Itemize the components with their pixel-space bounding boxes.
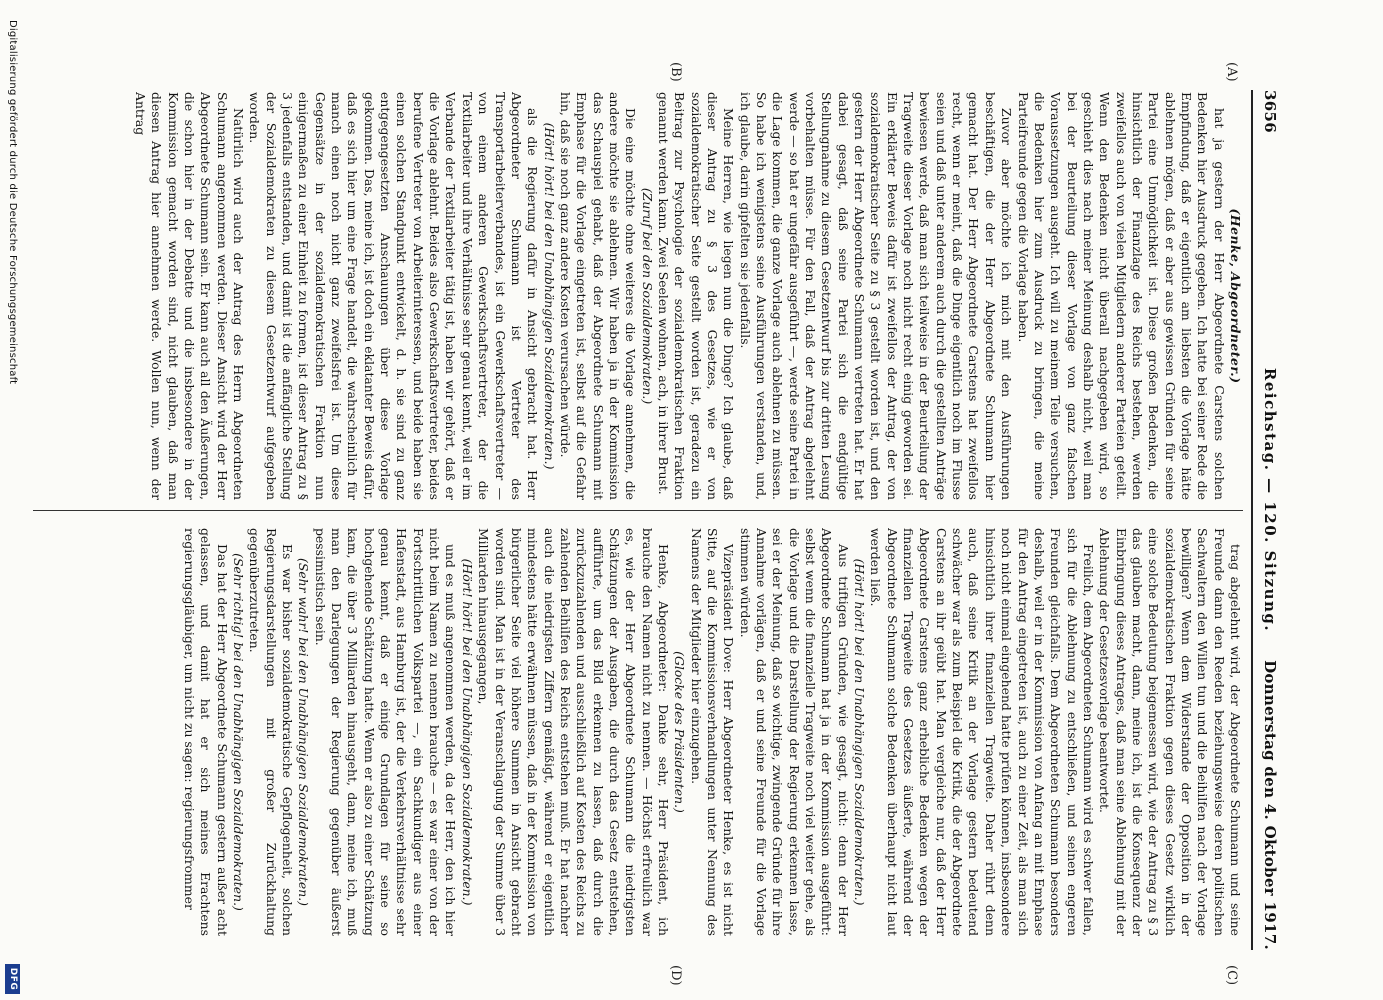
paragraph: hat ja gestern der Herr Abgeordnete Carstens solchen Bedenken hier Ausdruck gegeben. Ich hatte bei seiner Rede die Empfindung, daß er eigentlich am liebsten die Vorlage hätte ablehnen mögen, daß er aber aus gewissen Gründen für seine Partei eine Unmöglichkeit ist. Diese großen Bedenken, die hinsichtlich der Finanzlage des Reichs bestehen, werden zweifellos auch von vielen Mitgliedern anderer Parteien geteilt. Wenn den Bedenken nicht überall nachgegeben wird, so geschieht dies nach meiner Meinung deshalb nicht, weil man bei der Beurteilung dieser Vorlage von ganz falschen Voraussetzungen ausgeht. Ich will zu meinem Teile versuchen, die Bedenken hier zum Ausdruck zu bringen, die meine Parteifreunde gegen die Vorlage haben. bbox=[1015, 92, 1227, 500]
margin-marker-d: (D) bbox=[668, 965, 683, 986]
paragraph: Das hat der Herr Abgeordnete Schumann gestern außer acht gelassen, und damit hat er sich meines Erachtens regierungsgläubiger, um nicht zu sagen: regierungsfrommer bbox=[182, 528, 230, 936]
session-date: Donnerstag den 4. Oktober 1917. bbox=[1261, 660, 1279, 950]
paragraph: als die Regierung dafür in Ansicht gebracht hat. Herr Abgeordneter Schumann ist Vertreter des Transportarbeiterverbandes, ist ein Gewerkschaftsvertreter — von einem anderen Gewerkschaftsvertreter, der die Textilarbeiter und ihre Verhältnisse sehr genau kennt, weil er im Verbande der Textilarbeiter tätig ist, haben wir gehört, daß er die Vorlage ablehnt. Beides also Gewerkschaftsvertreter, beides berufene Vertreter von Arbeiterinteressen, und beide haben sie einen solchen Standpunkt entwickelt, d. h. sie sind zu ganz entgegengesetzten Anschauungen über diese Vorlage gekommen. Das, meine ich, ist doch ein eklatanter Beweis dafür, daß es sich hier um eine Frage handelt, die wahrscheinlich für manch einen noch nicht ganz zweifelsfrei ist. Um diese Gegensätze in der sozialdemokratischen Fraktion nun einigermaßen zu einer Einheit zu formen, ist dieser Antrag zu § 3 jedenfalls entstanden, und damit ist die anfängliche Stellung der Sozialdemokraten zu diesem Gesetzentwurf aufgegeben worden. bbox=[247, 92, 541, 500]
interjection: (Sehr richtig! bei den Unabhängigen Sozialdemokraten.) bbox=[231, 553, 247, 911]
session-title: Reichstag. — 120. Sitzung. bbox=[1261, 367, 1279, 633]
interjection: (Sehr wahr! bei den Unabhängigen Sozialdemokraten.) bbox=[296, 558, 312, 906]
paragraph: Meine Herren, wie liegen nun die Dinge? Ich glaube, daß dieser Antrag zu § 3 des Gesetzes, wie er von sozialdemokratischer Seite gestellt worden ist, geradezu ein Beitrag zur Psychologie der sozialdemokratischen Fraktion genannt werden kann. Zwei Seelen wohnen, ach, in ihrer Brust. bbox=[655, 92, 737, 500]
paragraph: trag abgelehnt wird, der Abgeordnete Schumann und seine Freunde dann den Reeden beziehungsweise deren politischen Sachwaltern den Willen tun und die Beihilfen nach der Vorlage bewilligen? Wenn dem Widerstande der Opposition in der sozialdemokratischen Fraktion gegen dieses Gesetz wirklich eine solche Bedeutung beigemessen wird, wie der Antrag zu § 3 das glauben macht, dann, meine ich, ist die Konsequenz der Einbringung dieses Antrages, daß man seine Ablehnung mit der Ablehnung der Gesetzesvorlage beantwortet. bbox=[1097, 528, 1243, 936]
header-rule bbox=[1251, 90, 1253, 950]
paragraph: Die eine möchte ohne weiteres die Vorlage annehmen, die andere möchte sie ablehnen. Wir haben ja in der Kommission das Schauspiel gehabt, daß der Abgeordnete Schumann mit Emphase für die Vorlage eingetreten ist, selbst auf die Gefahr hin, daß sie noch ganz andere Kosten verursachen würde. bbox=[557, 92, 639, 500]
interjection: (Zuruf bei den Sozialdemokraten.) bbox=[639, 187, 655, 405]
right-column bbox=[33, 528, 1243, 936]
margin-marker-c: (C) bbox=[1224, 965, 1239, 986]
paragraph: Vizepräsident Dove: Herr Abgeordneter Henke, es ist nicht Sitte, auf die Kommissionsverhandlungen unter Nennung des Namens der Mitglieder hier einzugehen. bbox=[688, 528, 737, 936]
paragraph: Aus triftigen Gründen, wie gesagt, nicht: denn der Herr Abgeordnete Schumann hat ja in der Kommission ausgeführt: selbst wenn die finanzielle Tragweite noch viel weiter gehe, als die Vorlage und die Darstellung der Regierung erkennen lasse, sei er der Meinung, daß so wichtige, zwingende Gründe für ihre Annahme vorlägen, daß er und seine Freunde für die Vorlage stimmen würden. bbox=[737, 528, 851, 936]
paragraph: Henke, Abgeordneter: Danke sehr, Herr Präsident, ich brauche den Namen nicht zu nennen. — Höchst erfreulich war es, wie der Herr Abgeordnete Schumann die niedrigsten Schätzungen der Ausgaben, die durch das Gesetz entstehen, aufführte, um das Bild erkennen zu lassen, daß durch die zurückzuzahlenden und ausschließlich auf Kosten des Reichs zu zahlenden Beihilfen des Reichs entstehen muß. Er hat nachher auch die niedrigsten Ziffern gemäßigt, während er eigentlich mindestens hätte erwähnen müssen, daß in der Kommission von bürgerlicher Seite viel höhere Summen in Ansicht gebracht worden sind. Man ist in der Veranschlagung der Summe über 3 Milliarden hinausgegangen, bbox=[476, 528, 671, 936]
paragraph: und es muß angenommen werden, da der Herr, den ich hier nicht beim Namen zu nennen brauche — es war einer von der Fortschrittlichen Volkspartei —, ein Sachkundiger aus einer Hafenstadt, aus Hamburg ist, der die Verkehrsverhältnisse sehr genau kennt, daß er einige Grundlagen für seine so hochgehende Schätzung hatte. Wenn er also zu einer Schätzung kam, die über 3 Milliarden hinausgeht, dann, meine ich, muß man den Darlegungen der Regierung gegenüber äußerst pessimistisch sein. bbox=[312, 528, 459, 936]
dfg-logo: DFG bbox=[5, 964, 20, 994]
interjection: (Hört! hört! bei den Unabhängigen Sozialdemokraten.) bbox=[459, 558, 475, 906]
column-divider bbox=[33, 510, 1243, 511]
paragraph: Natürlich wird auch der Antrag des Herrn Abgeordneten Schumann angenommen werden. Dieser Ansicht wird der Herr Abgeordnete Schumann sein. Er kann auch all den Äußerungen, die schon hier in der Debatte und die insbesondere in der Kommission gemacht worden sind, nicht glauben, daß man diesen Antrag hier annehmen werde. Wollen nun, wenn der Antrag bbox=[132, 92, 247, 500]
paragraph: Zuvor aber möchte ich mich mit den Ausführungen beschäftigen, die der Herr Abgeordnete Schumann hier gemacht hat. Der Herr Abgeordnete Carstens hat zweifellos recht, wenn er meint, daß die Dinge eigentlich noch im Flusse seien und daß unter anderem auch durch die gestellten Anträge bewiesen werde, daß man sich teilweise in der Beurteilung der Tragweite dieser Vorlage noch nicht recht einig geworden sei. Ein erklärter Beweis dafür ist zweifellos der Antrag, der von sozialdemokratischer Seite zu § 3 gestellt worden ist, und den gestern der Herr Abgeordnete Schumann vertreten hat. Er hat dabei gesagt, daß seine Partei sich die endgültige Stellungnahme zu diesem Gesetzentwurf bis zur dritten Lesung vorbehalten müsse. Für den Fall, daß der Antrag abgelehnt werde — so hat er ungefähr ausgeführt —, werde seine Partei in die Lage kommen, die ganze Vorlage auch ablehnen zu müssen. So habe ich wenigstens seine Ausführungen verstanden, und, ich glaube, darin gipfelten sie jedenfalls. bbox=[737, 92, 1015, 500]
page-header bbox=[1251, 90, 1285, 950]
digitization-credit-strip bbox=[3, 0, 21, 1000]
page-number: 3656 bbox=[1261, 90, 1279, 133]
margin-marker-b: (B) bbox=[668, 62, 683, 82]
digitization-credit: Digitalisierung gefördert durch die Deutsche Forschungsgemeinschaft bbox=[7, 20, 18, 385]
paragraph: Es war bisher sozialdemokratische Gepflogenheit, solchen Regierungsdarstellungen mit großer Zurückhaltung gegenüberzutreten. bbox=[247, 528, 296, 936]
margin-marker-a: (A) bbox=[1224, 62, 1239, 82]
interjection: (Hört! hört! bei den Unabhängigen Sozialdemokraten.) bbox=[852, 558, 868, 906]
interjection: (Glocke des Präsidenten.) bbox=[672, 651, 688, 813]
paragraph: Freilich, dem Abgeordneten Schumann wird es schwer fallen, sich für die Ablehnung zu entschließen, und seinen engeren Freunden gleichfalls. Dem Abgeordneten Schumann besonders deshalb, weil er in der Kommission von Anfang an mit Emphase für den Antrag eingetreten ist, auch zu einer Zeit, als man sich noch nicht einmal eingehend hatte prüfen können, insbesondere hinsichtlich ihrer finanziellen Tragweite. Daher rührt denn auch, daß seine Kritik an der Vorlage gestern bedeutend schwächer war als zum Beispiel die Kritik, die der Abgeordnete Carstens an ihr geübt hat. Man vergleiche nur, daß der Herr Abgeordnete Carstens ganz erhebliche Bedenken wegen der finanziellen Tragweite des Gesetzes äußerte, während der Abgeordnete Schumann solche Bedenken überhaupt nicht laut werden ließ. bbox=[868, 528, 1096, 936]
interjection: (Hört! hört! bei den Unabhängigen Sozialdemokraten.) bbox=[541, 122, 557, 470]
left-column bbox=[33, 92, 1243, 500]
speaker-heading: (Henke, Abgeordneter.) bbox=[1228, 208, 1243, 384]
